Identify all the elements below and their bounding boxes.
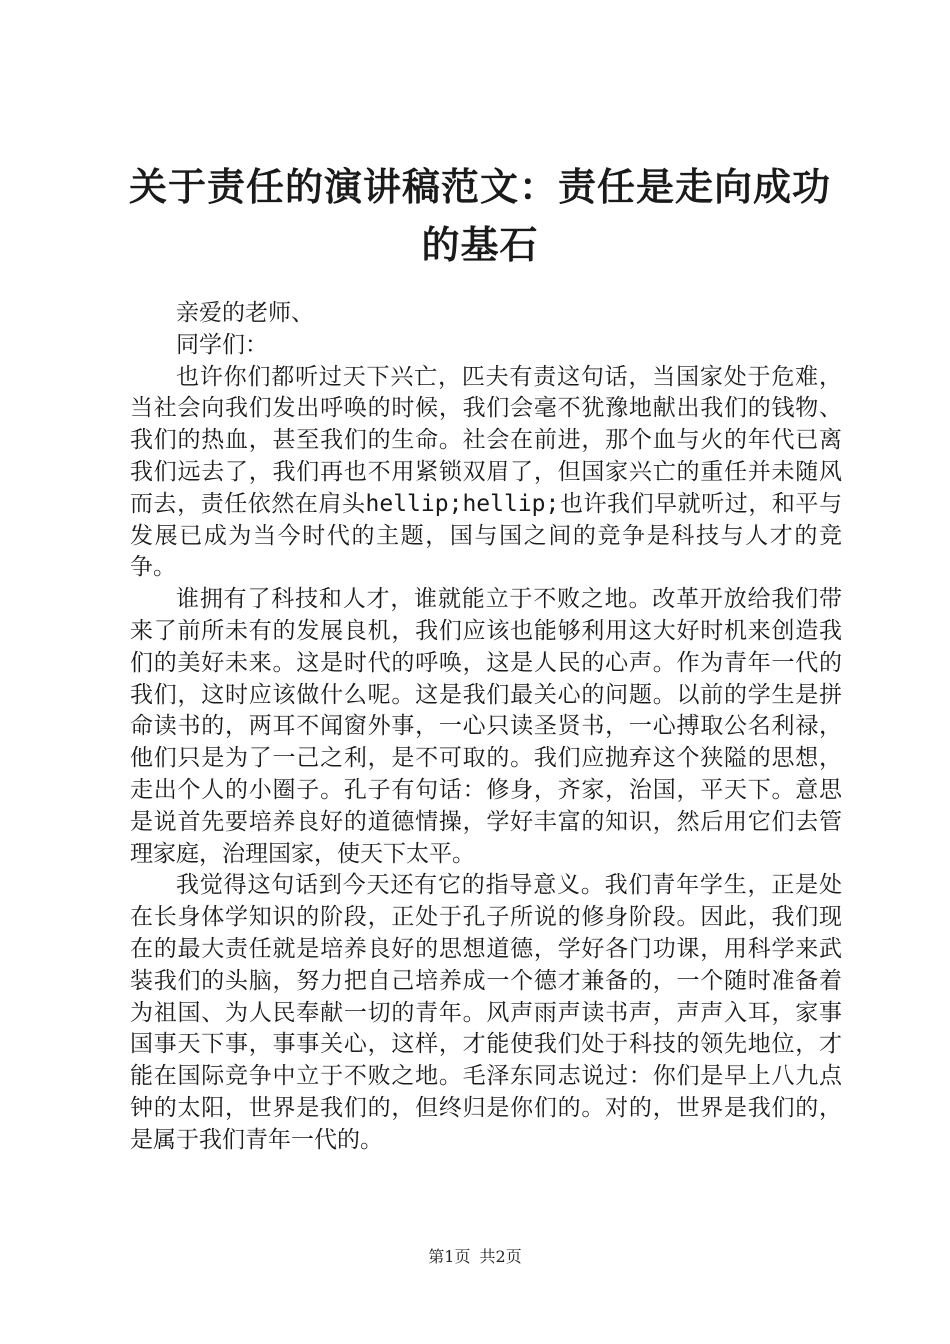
document-title: 关于责任的演讲稿范文：责任是走向成功的基石 bbox=[128, 164, 831, 267]
body-paragraph: 谁拥有了科技和人才，谁就能立于不败之地。改革开放给我们带来了前所未有的发展良机，我们应该也能够利用这大好时机来创造我们的美好未来。这是时代的呼唤，这是人民的心声。作为青年一代的我们，这时应该做什么呢。这是我们最关心的问题。以前的学生是拼命读书的，两耳不闻窗外事，一心只读圣贤书，一心搏取公名利禄，他们只是为了一己之利，是不可取的。我们应抛弃这个狭隘的思想，走出个人的小圈子。孔子有句话：修身，齐家，治国，平天下。意思是说首先要培养良好的道德情操，学好丰富的知识，然后用它们去管理家庭，治理国家，使天下太平。 bbox=[130, 586, 842, 867]
page-number: 第1页 bbox=[428, 1247, 471, 1266]
page-total: 共2页 bbox=[479, 1247, 522, 1266]
body-paragraph: 也许你们都听过天下兴亡，匹夫有责这句话，当国家处于危难，当社会向我们发出呼唤的时候，我们会毫不犹豫地献出我们的钱物、我们的热血，甚至我们的生命。社会在前进，那个血与火的年代已离我们远去了，我们再也不用紧锁双眉了，但国家兴亡的重任并未随风而去，责任依然在肩头hellip;hellip;也许我们早就听过，和平与发展已成为当今时代的主题，国与国之间的竞争是科技与人才的竞争。 bbox=[130, 363, 842, 581]
salutation-line: 亲爱的老师、 bbox=[176, 300, 314, 326]
salutation-line: 同学们： bbox=[176, 331, 268, 358]
page-footer bbox=[0, 1244, 950, 1267]
document-body bbox=[130, 298, 842, 1157]
body-paragraph: 我觉得这句话到今天还有它的指导意义。我们青年学生，正是处在长身体学知识的阶段，正处于孔子所说的修身阶段。因此，我们现在的最大责任就是培养良好的思想道德，学好各门功课，用科学来武装我们的头脑，努力把自己培养成一个德才兼备的，一个随时准备着为祖国、为人民奉献一切的青年。风声雨声读书声，声声入耳，家事国事天下事，事事关心，这样，才能使我们处于科技的领先地位，才能在国际竞争中立于不败之地。毛泽东同志说过：你们是早上八九点钟的太阳，世界是我们的，但终归是你们的。对的，世界是我们的，是属于我们青年一代的。 bbox=[130, 872, 842, 1153]
